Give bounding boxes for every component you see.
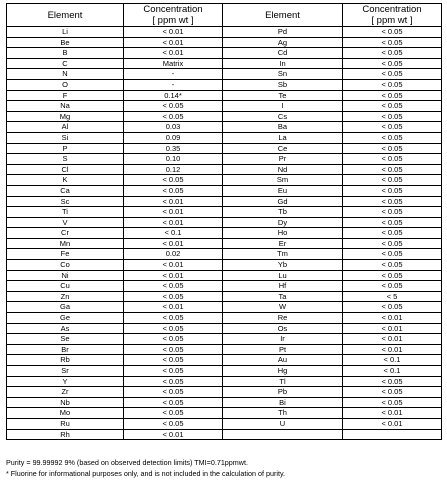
element-cell: Ge — [7, 313, 124, 324]
element-cell: Te — [223, 90, 343, 101]
table-row — [7, 249, 442, 260]
concentration-cell: 0.12 — [124, 164, 223, 175]
element-cell: Co — [7, 260, 124, 271]
element-cell: Zn — [7, 291, 124, 302]
table-row — [7, 323, 442, 334]
element-cell: Sm — [223, 175, 343, 186]
table-row — [7, 132, 442, 143]
table-row — [7, 196, 442, 207]
table-row — [7, 175, 442, 186]
concentration-cell: < 0.05 — [343, 175, 442, 186]
concentration-cell: < 0.05 — [343, 260, 442, 271]
table-row — [7, 101, 442, 112]
element-cell: I — [223, 101, 343, 112]
element-cell: Mg — [7, 111, 124, 122]
concentration-cell: < 0.05 — [343, 27, 442, 38]
concentration-cell: < 0.05 — [343, 376, 442, 387]
concentration-cell: < 0.01 — [124, 196, 223, 207]
concentration-cell: 0.10 — [124, 154, 223, 165]
element-cell: Be — [7, 37, 124, 48]
element-cell: Bi — [223, 397, 343, 408]
concentration-cell: < 0.05 — [124, 185, 223, 196]
table-row — [7, 69, 442, 80]
table-row — [7, 37, 442, 48]
header-element-left: Element — [7, 4, 124, 27]
concentration-cell: < 0.05 — [124, 101, 223, 112]
element-cell: Ga — [7, 302, 124, 313]
table-row — [7, 185, 442, 196]
concentration-cell: < 0.01 — [343, 334, 442, 345]
concentration-cell: 0.02 — [124, 249, 223, 260]
concentration-cell: < 0.01 — [124, 48, 223, 59]
element-cell: Cr — [7, 228, 124, 239]
table-row — [7, 79, 442, 90]
concentration-cell: < 0.05 — [124, 376, 223, 387]
element-cell: Zr — [7, 387, 124, 398]
element-cell: Li — [7, 27, 124, 38]
table-row — [7, 429, 442, 440]
header-unit-label: [ ppm wt ] — [371, 15, 413, 26]
concentration-cell: < 0.05 — [343, 101, 442, 112]
element-cell: Sr — [7, 366, 124, 377]
table-row — [7, 27, 442, 38]
element-cell: Sc — [7, 196, 124, 207]
table-header-row — [7, 4, 442, 27]
element-cell: Th — [223, 408, 343, 419]
element-cell: Hf — [223, 281, 343, 292]
concentration-cell: < 0.05 — [343, 122, 442, 133]
header-concentration-label: Concentration — [143, 4, 203, 15]
table-body — [7, 27, 442, 440]
element-cell: Ta — [223, 291, 343, 302]
element-cell: Na — [7, 101, 124, 112]
element-cell: Ce — [223, 143, 343, 154]
table-row — [7, 291, 442, 302]
concentration-cell: 0.14* — [124, 90, 223, 101]
concentration-cell: < 0.01 — [343, 344, 442, 355]
concentration-cell: < 0.05 — [343, 154, 442, 165]
concentration-cell: < 0.05 — [343, 281, 442, 292]
element-cell — [223, 429, 343, 440]
table-row — [7, 376, 442, 387]
concentration-cell: < 0.05 — [124, 334, 223, 345]
element-cell: Dy — [223, 217, 343, 228]
concentration-cell: < 0.05 — [343, 185, 442, 196]
element-cell: Hg — [223, 366, 343, 377]
element-cell: Pb — [223, 387, 343, 398]
table-row — [7, 313, 442, 324]
element-cell: Cs — [223, 111, 343, 122]
table-row — [7, 143, 442, 154]
element-cell: U — [223, 418, 343, 429]
element-cell: Rh — [7, 429, 124, 440]
element-cell: Ni — [7, 270, 124, 281]
element-cell: W — [223, 302, 343, 313]
concentration-cell: < 0.01 — [124, 37, 223, 48]
table-row — [7, 122, 442, 133]
concentration-cell: < 0.05 — [124, 387, 223, 398]
element-cell: Ru — [7, 418, 124, 429]
fluorine-footnote: * Fluorine for informational purposes only, and is not included in the calculation of purity. — [6, 468, 286, 478]
concentration-cell: < 0.1 — [343, 355, 442, 366]
concentration-cell: < 0.05 — [343, 270, 442, 281]
header-concentration-left — [124, 4, 223, 27]
concentration-cell: < 0.05 — [343, 58, 442, 69]
table-row — [7, 302, 442, 313]
concentration-cell: < 0.05 — [343, 228, 442, 239]
concentration-cell: < 0.01 — [343, 313, 442, 324]
concentration-cell: < 5 — [343, 291, 442, 302]
table-row — [7, 164, 442, 175]
concentration-cell: < 0.05 — [343, 90, 442, 101]
concentration-table — [6, 3, 442, 440]
element-cell: O — [7, 79, 124, 90]
element-cell: In — [223, 58, 343, 69]
element-cell: Sn — [223, 69, 343, 80]
table-row — [7, 387, 442, 398]
concentration-cell: < 0.05 — [124, 323, 223, 334]
concentration-cell: < 0.01 — [343, 323, 442, 334]
concentration-cell: < 0.05 — [343, 196, 442, 207]
element-cell: K — [7, 175, 124, 186]
concentration-cell: < 0.05 — [343, 249, 442, 260]
concentration-cell: 0.09 — [124, 132, 223, 143]
element-cell: Mo — [7, 408, 124, 419]
element-cell: Pt — [223, 344, 343, 355]
table-row — [7, 154, 442, 165]
concentration-cell: < 0.1 — [124, 228, 223, 239]
header-concentration-label: Concentration — [362, 4, 422, 15]
concentration-cell: < 0.05 — [343, 37, 442, 48]
element-cell: Ho — [223, 228, 343, 239]
concentration-cell: < 0.05 — [343, 111, 442, 122]
table-row — [7, 281, 442, 292]
table-row — [7, 397, 442, 408]
concentration-cell: < 0.05 — [343, 69, 442, 80]
concentration-cell: < 0.01 — [124, 302, 223, 313]
concentration-cell: Matrix — [124, 58, 223, 69]
concentration-cell: < 0.05 — [124, 313, 223, 324]
concentration-cell: < 0.01 — [124, 217, 223, 228]
element-cell: Rb — [7, 355, 124, 366]
element-cell: Se — [7, 334, 124, 345]
element-cell: Nd — [223, 164, 343, 175]
concentration-cell: < 0.05 — [343, 79, 442, 90]
element-cell: F — [7, 90, 124, 101]
table-row — [7, 238, 442, 249]
table-row — [7, 355, 442, 366]
purity-note: Purity = 99.99992 9% (based on observed detection limits) TMI=0.71ppmwt. — [6, 458, 248, 467]
table-row — [7, 207, 442, 218]
element-cell: Ca — [7, 185, 124, 196]
concentration-cell: < 0.01 — [124, 238, 223, 249]
element-cell: P — [7, 143, 124, 154]
concentration-cell: - — [124, 69, 223, 80]
concentration-cell: < 0.05 — [343, 397, 442, 408]
concentration-cell: < 0.05 — [343, 217, 442, 228]
concentration-cell: < 0.05 — [124, 408, 223, 419]
concentration-cell: < 0.05 — [124, 175, 223, 186]
element-cell: S — [7, 154, 124, 165]
header-element-right: Element — [223, 4, 343, 27]
table-row — [7, 90, 442, 101]
element-cell: Gd — [223, 196, 343, 207]
table-row — [7, 270, 442, 281]
table-row — [7, 260, 442, 271]
element-cell: Sb — [223, 79, 343, 90]
concentration-cell: < 0.05 — [124, 111, 223, 122]
concentration-cell: < 0.05 — [343, 302, 442, 313]
concentration-cell: < 0.05 — [343, 207, 442, 218]
element-cell: Ag — [223, 37, 343, 48]
element-cell: Pr — [223, 154, 343, 165]
concentration-cell: < 0.1 — [343, 366, 442, 377]
concentration-cell: < 0.05 — [124, 366, 223, 377]
table-row — [7, 418, 442, 429]
footer-notes — [6, 458, 444, 479]
concentration-cell: < 0.05 — [124, 281, 223, 292]
table-row — [7, 48, 442, 59]
element-cell: Fe — [7, 249, 124, 260]
table-row — [7, 58, 442, 69]
element-cell: Ti — [7, 207, 124, 218]
element-cell: Re — [223, 313, 343, 324]
concentration-cell: < 0.05 — [343, 164, 442, 175]
table-row — [7, 217, 442, 228]
element-cell: As — [7, 323, 124, 334]
element-cell: Tm — [223, 249, 343, 260]
concentration-cell: < 0.01 — [124, 260, 223, 271]
element-cell: Mn — [7, 238, 124, 249]
concentration-cell: - — [124, 79, 223, 90]
element-cell: N — [7, 69, 124, 80]
table-row — [7, 344, 442, 355]
element-cell: Al — [7, 122, 124, 133]
concentration-cell: < 0.05 — [124, 291, 223, 302]
table-row — [7, 366, 442, 377]
element-cell: Ba — [223, 122, 343, 133]
element-cell: Pd — [223, 27, 343, 38]
element-cell: Si — [7, 132, 124, 143]
concentration-cell: < 0.01 — [124, 429, 223, 440]
element-cell: Y — [7, 376, 124, 387]
element-cell: Au — [223, 355, 343, 366]
concentration-cell: 0.03 — [124, 122, 223, 133]
concentration-cell — [343, 429, 442, 440]
table-row — [7, 334, 442, 345]
concentration-cell: < 0.05 — [124, 355, 223, 366]
concentration-cell: < 0.01 — [124, 207, 223, 218]
element-cell: Tl — [223, 376, 343, 387]
concentration-cell: < 0.05 — [343, 387, 442, 398]
concentration-cell: < 0.05 — [124, 397, 223, 408]
concentration-cell: < 0.05 — [343, 132, 442, 143]
element-cell: Ir — [223, 334, 343, 345]
concentration-cell: < 0.05 — [124, 344, 223, 355]
element-cell: C — [7, 58, 124, 69]
header-concentration-right — [343, 4, 442, 27]
element-cell: Cd — [223, 48, 343, 59]
element-cell: V — [7, 217, 124, 228]
table-row — [7, 228, 442, 239]
element-cell: B — [7, 48, 124, 59]
element-cell: La — [223, 132, 343, 143]
table-row — [7, 111, 442, 122]
header-unit-label: [ ppm wt ] — [152, 15, 194, 26]
element-cell: Tb — [223, 207, 343, 218]
concentration-cell: < 0.05 — [343, 238, 442, 249]
concentration-cell: < 0.05 — [343, 48, 442, 59]
element-cell: Lu — [223, 270, 343, 281]
concentration-cell: < 0.01 — [343, 408, 442, 419]
element-cell: Br — [7, 344, 124, 355]
table-row — [7, 408, 442, 419]
concentration-cell: < 0.05 — [343, 143, 442, 154]
element-cell: Cl — [7, 164, 124, 175]
element-cell: Er — [223, 238, 343, 249]
element-cell: Yb — [223, 260, 343, 271]
element-cell: Eu — [223, 185, 343, 196]
concentration-cell: < 0.01 — [343, 418, 442, 429]
concentration-cell: < 0.01 — [124, 270, 223, 281]
element-cell: Nb — [7, 397, 124, 408]
concentration-cell: 0.35 — [124, 143, 223, 154]
element-cell: Cu — [7, 281, 124, 292]
element-cell: Os — [223, 323, 343, 334]
concentration-cell: < 0.05 — [124, 418, 223, 429]
concentration-cell: < 0.01 — [124, 27, 223, 38]
